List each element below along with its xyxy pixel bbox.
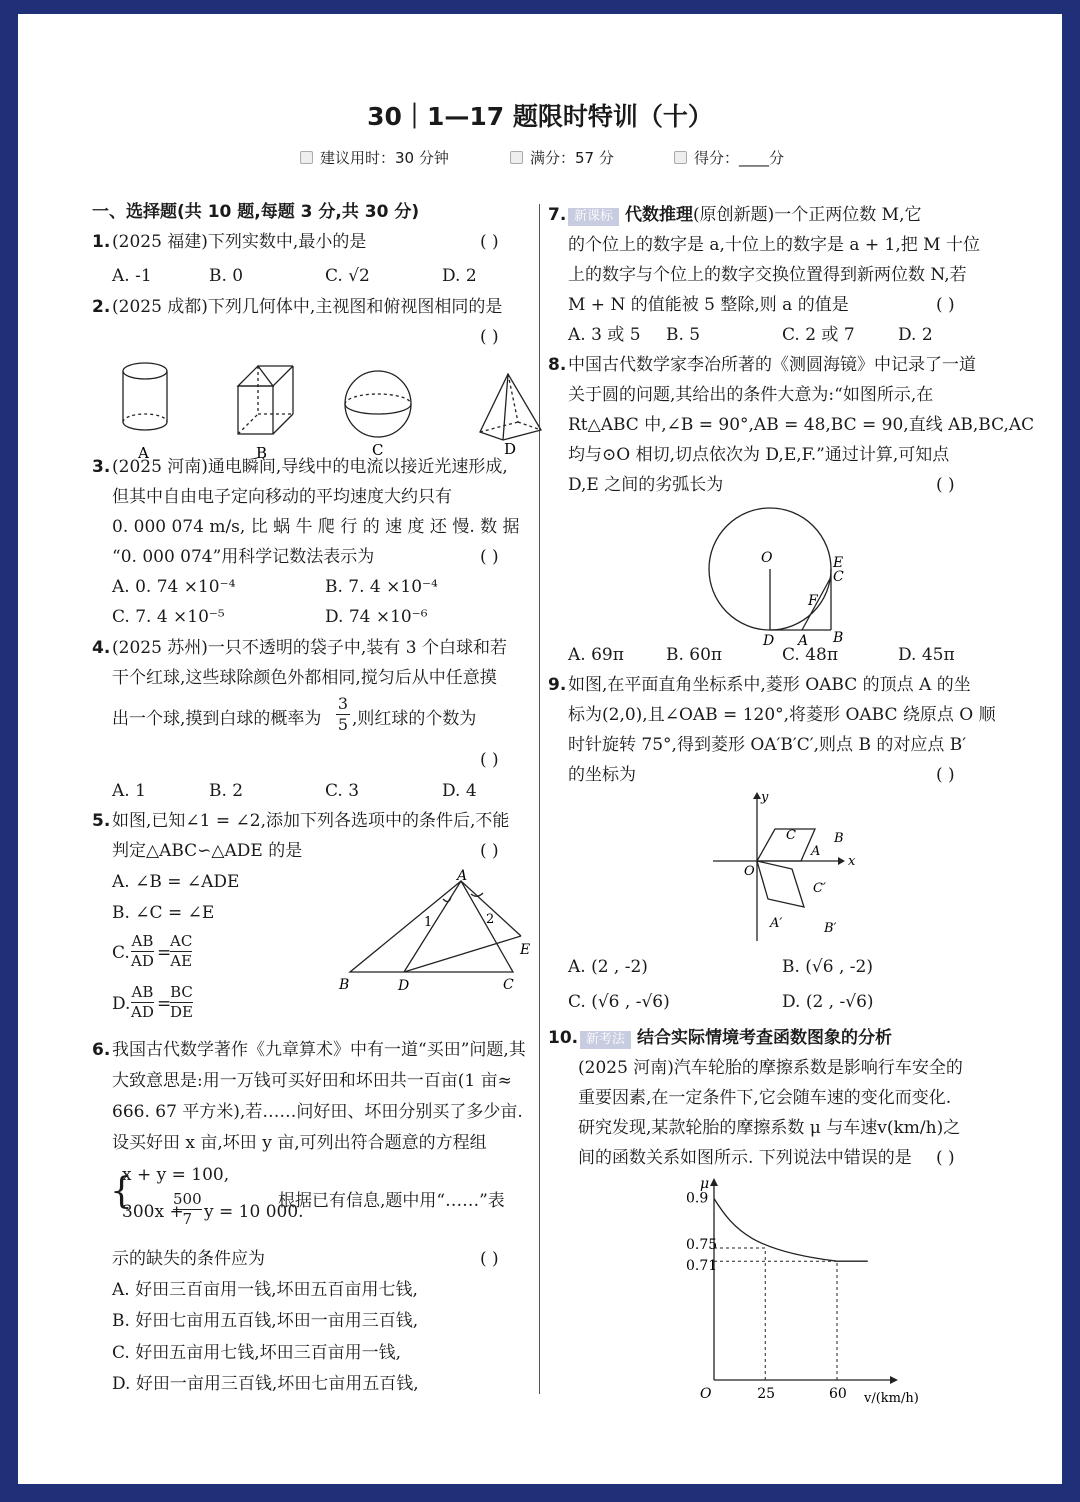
q5-angle-1: 1 — [424, 915, 433, 930]
q7-line3: 上的数字与个位上的数字交换位置得到新两位数 N,若 — [568, 265, 967, 285]
q6-equation-2-start: 300x + — [122, 1202, 184, 1222]
q7-line1: (原创新题)一个正两位数 M,它 — [693, 205, 922, 225]
q4-number: 4. — [92, 638, 111, 658]
q1-option-b[interactable]: B. 0 — [209, 266, 244, 286]
q5-option-d-frac2 — [170, 983, 193, 1022]
q5-d-den1: AD — [131, 1003, 154, 1021]
got-score — [674, 147, 784, 169]
q10-line1: (2025 河南)汽车轮胎的摩擦系数是影响行车安全的 — [578, 1058, 963, 1078]
q8-label-f: F — [808, 593, 818, 609]
q5-d-den2: DE — [170, 1003, 193, 1021]
q6-line2: 大致意思是:用一万钱可买好田和坏田共一百亩(1 亩≈ — [112, 1071, 512, 1091]
q8-label-c: C — [833, 569, 844, 585]
q9-y-arrow — [753, 792, 761, 799]
q5-answer-paren[interactable]: ( ) — [480, 841, 499, 861]
chart-y-tick-label: 0.71 — [686, 1258, 718, 1275]
q7-option-d[interactable]: D. 2 — [898, 325, 933, 345]
q4-option-d[interactable]: D. 4 — [442, 781, 477, 801]
q8-option-b[interactable]: B. 60π — [666, 645, 723, 665]
q5-d-num1: AB — [131, 983, 154, 1001]
q1-stem: (2025 福建)下列实数中,最小的是 — [112, 232, 367, 252]
q3-option-a[interactable]: A. 0. 74 ×10⁻⁴ — [112, 577, 236, 597]
q4-option-a[interactable]: A. 1 — [112, 781, 146, 801]
q7-topic: 代数推理 — [625, 205, 694, 225]
q7-line4: M + N 的值能被 5 整除,则 a 的值是 — [568, 295, 849, 315]
q6-fraction-den: 7 — [182, 1210, 193, 1228]
q4-fraction-den: 5 — [337, 715, 349, 734]
q4-line3-start: 出一个球,摸到白球的概率为 — [112, 709, 322, 729]
q9-label-b: B — [834, 831, 844, 846]
q5-option-b[interactable]: B. ∠C = ∠E — [112, 903, 215, 923]
q5-c-equals: = — [157, 943, 172, 963]
q7-number: 7. — [548, 205, 567, 225]
q5-line1: 如图,已知∠1 = ∠2,添加下列各选项中的条件后,不能 — [112, 811, 510, 831]
q10-topic: 结合实际情境考查函数图象的分析 — [637, 1028, 893, 1048]
clock-icon — [300, 151, 313, 164]
q5-c-den1: AD — [131, 952, 154, 970]
q8-number: 8. — [548, 355, 567, 375]
q9-x-arrow — [838, 857, 845, 865]
page-title: 30｜1—17 题限时特训（十） — [367, 102, 713, 131]
q10-answer-paren[interactable]: ( ) — [936, 1148, 955, 1168]
q7-option-c[interactable]: C. 2 或 7 — [782, 325, 855, 345]
chart-y-tick-label: 0.75 — [686, 1237, 718, 1253]
q9-line1: 如图,在平面直角坐标系中,菱形 OABC 的顶点 A 的坐 — [568, 675, 971, 695]
q5-label-a: A — [457, 868, 468, 884]
q7-tag: 新课标 — [568, 208, 619, 226]
q2-answer-paren[interactable]: ( ) — [480, 327, 499, 347]
q5-triangle-figure — [338, 869, 538, 999]
q9-rhombus-figure — [708, 789, 858, 949]
q5-label-c: C — [503, 977, 514, 993]
q9-option-b[interactable]: B. (√6 , -2) — [782, 957, 873, 977]
q9-answer-paren[interactable]: ( ) — [936, 765, 955, 785]
q6-number: 6. — [92, 1040, 111, 1060]
chart-y-arrow — [710, 1178, 718, 1186]
q7-option-a[interactable]: A. 3 或 5 — [568, 325, 641, 345]
q6-line1: 我国古代数学著作《九章算术》中有一道“买田”问题,其 — [112, 1040, 526, 1060]
pen-icon — [674, 151, 687, 164]
q7-header — [568, 204, 922, 226]
q8-line1: 中国古代数学家李冶所著的《测圆海镜》中记录了一道 — [568, 355, 976, 375]
q5-label-e: E — [520, 942, 531, 958]
q8-line4: 均与⊙O 相切,切点依次为 D,E,F.”通过计算,可知点 — [568, 445, 950, 465]
q7-option-b[interactable]: B. 5 — [666, 325, 701, 345]
chart-y-label: μ — [700, 1176, 710, 1192]
q4-line2: 干个红球,这些球除颜色外都相同,搅匀后从中任意摸 — [112, 668, 497, 688]
q8-option-d[interactable]: D. 45π — [898, 645, 955, 665]
q10-line2: 重要因素,在一定条件下,它会随车速的变化而变化. — [578, 1088, 952, 1108]
chart-x-arrow — [890, 1376, 898, 1384]
q6-option-d[interactable]: D. 好田一亩用三百钱,坏田七亩用五百钱, — [112, 1374, 419, 1394]
q3-answer-paren[interactable]: ( ) — [480, 547, 499, 567]
q9-label-b-prime: B′ — [824, 921, 837, 936]
q1-option-a[interactable]: A. -1 — [112, 266, 152, 286]
q5-label-d: D — [398, 978, 410, 994]
full-score — [510, 147, 614, 169]
q3-line1: (2025 河南)通电瞬间,导线中的电流以接近光速形成, — [112, 457, 508, 477]
q5-option-a[interactable]: A. ∠B = ∠ADE — [112, 872, 240, 892]
q10-tag: 新考法 — [580, 1031, 631, 1049]
q5-c-den2: AE — [170, 952, 193, 970]
q3-line4: “0. 000 074”用科学记数法表示为 — [112, 547, 375, 567]
chart-origin-label: O — [700, 1386, 712, 1402]
q8-circle-figure — [698, 499, 868, 649]
q4-option-b[interactable]: B. 2 — [209, 781, 244, 801]
q9-label-a: A — [811, 844, 821, 859]
q6-fraction-num: 500 — [173, 1190, 202, 1208]
q7-answer-paren[interactable]: ( ) — [936, 295, 955, 315]
q9-label-c: C — [786, 828, 796, 843]
q4-line3-end: ,则红球的个数为 — [352, 709, 477, 729]
q8-answer-paren[interactable]: ( ) — [936, 475, 955, 495]
q9-option-c[interactable]: C. (√6 , -√6) — [568, 992, 670, 1012]
q8-label-e: E — [833, 555, 844, 571]
q5-line2: 判定△ABC∽△ADE 的是 — [112, 841, 303, 861]
q6-line5: 根据已有信息,题中用“……”表 — [278, 1191, 505, 1211]
q9-label-c-prime: C′ — [813, 881, 826, 896]
q8-label-d: D — [763, 633, 775, 649]
q5-option-d-label[interactable]: D. — [112, 994, 131, 1014]
q1-number: 1. — [92, 232, 111, 252]
chart-x-label: v/(km/h) — [864, 1391, 919, 1406]
q2-solids-figure — [108, 354, 538, 462]
q10-number: 10. — [548, 1028, 579, 1048]
q9-option-a[interactable]: A. (2 , -2) — [568, 957, 648, 977]
q10-line3: 研究发现,某款轮胎的摩擦系数 μ 与车速v(km/h)之 — [578, 1118, 961, 1138]
q10-header — [580, 1027, 892, 1049]
suggested-time-text: 建议用时：30 分钟 — [320, 149, 449, 167]
q9-line4: 的坐标为 — [568, 765, 636, 785]
q8-label-b: B — [833, 630, 844, 646]
chart-x-tick-label: 25 — [757, 1386, 776, 1402]
q6-line6: 示的缺失的条件应为 — [112, 1249, 265, 1269]
q3-number: 3. — [92, 457, 111, 477]
full-score-text: 满分：57 分 — [530, 149, 614, 167]
q1-answer-paren[interactable]: ( ) — [480, 232, 499, 252]
q5-c-num2: AC — [170, 932, 193, 950]
q9-line2: 标为(2,0),且∠OAB = 120°,将菱形 OABC 绕原点 O 顺 — [568, 705, 996, 725]
suggested-time — [300, 147, 449, 169]
q9-label-o: O — [744, 864, 755, 879]
q2-label-a: A — [138, 444, 149, 462]
q9-label-x: x — [848, 854, 856, 869]
q8-line5: D,E 之间的劣弧长为 — [568, 475, 724, 495]
score-icon — [510, 151, 523, 164]
q8-option-c[interactable]: C. 48π — [782, 645, 839, 665]
q5-d-num2: BC — [170, 983, 193, 1001]
chart-x-tick-label: 60 — [829, 1386, 847, 1402]
chart-series-line — [714, 1199, 868, 1262]
q5-number: 5. — [92, 811, 111, 831]
q8-option-a[interactable]: A. 69π — [568, 645, 624, 665]
q6-line3: 666. 67 平方米),若……问好田、坏田分别买了多少亩. — [112, 1102, 523, 1122]
q8-line2: 关于圆的问题,其给出的条件大意为:“如图所示,在 — [568, 385, 934, 405]
q5-d-equals: = — [157, 994, 172, 1014]
q2-number: 2. — [92, 297, 111, 317]
q6-fraction — [173, 1190, 202, 1229]
q3-option-d[interactable]: D. 74 ×10⁻⁶ — [325, 607, 428, 627]
chart-y-tick-label: 0.9 — [686, 1190, 709, 1207]
q2-label-d: D — [504, 440, 517, 458]
q8-label-o: O — [761, 550, 773, 566]
q5-option-c-frac1 — [131, 932, 154, 971]
q5-label-b: B — [339, 977, 350, 993]
q2-label-c: C — [372, 441, 384, 459]
q6-option-c[interactable]: C. 好田五亩用七钱,坏田三百亩用一钱, — [112, 1343, 402, 1363]
q6-answer-paren[interactable]: ( ) — [480, 1249, 499, 1269]
column-divider — [539, 204, 540, 1394]
q5-option-c-frac2 — [170, 932, 192, 971]
q5-option-d-frac1 — [131, 983, 154, 1022]
got-score-text: 得分：____分 — [694, 149, 785, 167]
q10-line4: 间的函数关系如图所示. 下列说法中错误的是 — [578, 1148, 912, 1168]
q9-line3: 时针旋转 75°,得到菱形 OA′B′C′,则点 B 的对应点 B′ — [568, 735, 967, 755]
q2-stem: (2025 成都)下列几何体中,主视图和俯视图相同的是 — [112, 297, 503, 317]
section-heading: 一、选择题(共 10 题,每题 3 分,共 30 分) — [92, 202, 420, 222]
q6-brace: { — [110, 1171, 133, 1212]
q8-line3: Rt△ABC 中,∠B = 90°,AB = 48,BC = 90,直线 AB,BC,AC — [568, 415, 1035, 435]
q1-option-c[interactable]: C. √2 — [325, 266, 370, 286]
q1-option-d[interactable]: D. 2 — [442, 266, 477, 286]
q9-option-d[interactable]: D. (2 , -√6) — [782, 992, 874, 1012]
q6-option-a[interactable]: A. 好田三百亩用一钱,坏田五百亩用七钱, — [112, 1280, 418, 1300]
q5-c-num1: AB — [131, 932, 154, 950]
q3-line3: 0. 000 074 m/s, 比 蜗 牛 爬 行 的 速 度 还 慢. 数 据 — [112, 517, 520, 537]
q6-equation-2-end: y = 10 000. — [204, 1202, 304, 1222]
q4-line1: (2025 苏州)一只不透明的袋子中,装有 3 个白球和若 — [112, 638, 507, 658]
q6-equation-1: x + y = 100, — [122, 1165, 230, 1185]
q9-label-a-prime: A′ — [770, 916, 783, 931]
q4-fraction — [336, 694, 350, 735]
q8-label-a: A — [798, 633, 809, 649]
q4-answer-paren[interactable]: ( ) — [480, 750, 499, 770]
q10-function-chart — [658, 1174, 919, 1406]
q2-label-b: B — [256, 444, 268, 462]
q6-line4: 设买好田 x 亩,坏田 y 亩,可列出符合题意的方程组 — [112, 1133, 487, 1153]
q3-option-b[interactable]: B. 7. 4 ×10⁻⁴ — [325, 577, 438, 597]
q7-line2: 的个位上的数字是 a,十位上的数字是 a + 1,把 M 十位 — [568, 235, 980, 255]
q9-label-y: y — [761, 790, 769, 805]
q5-option-c-label[interactable]: C. — [112, 943, 130, 963]
q9-number: 9. — [548, 675, 567, 695]
q4-option-c[interactable]: C. 3 — [325, 781, 360, 801]
q6-option-b[interactable]: B. 好田七亩用五百钱,坏田一亩用三百钱, — [112, 1311, 419, 1331]
q3-option-c[interactable]: C. 7. 4 ×10⁻⁵ — [112, 607, 225, 627]
q3-line2: 但其中自由电子定向移动的平均速度大约只有 — [112, 487, 452, 507]
q4-fraction-num: 3 — [337, 694, 349, 713]
q5-angle-2: 2 — [486, 912, 495, 927]
exam-page — [18, 14, 1062, 1484]
